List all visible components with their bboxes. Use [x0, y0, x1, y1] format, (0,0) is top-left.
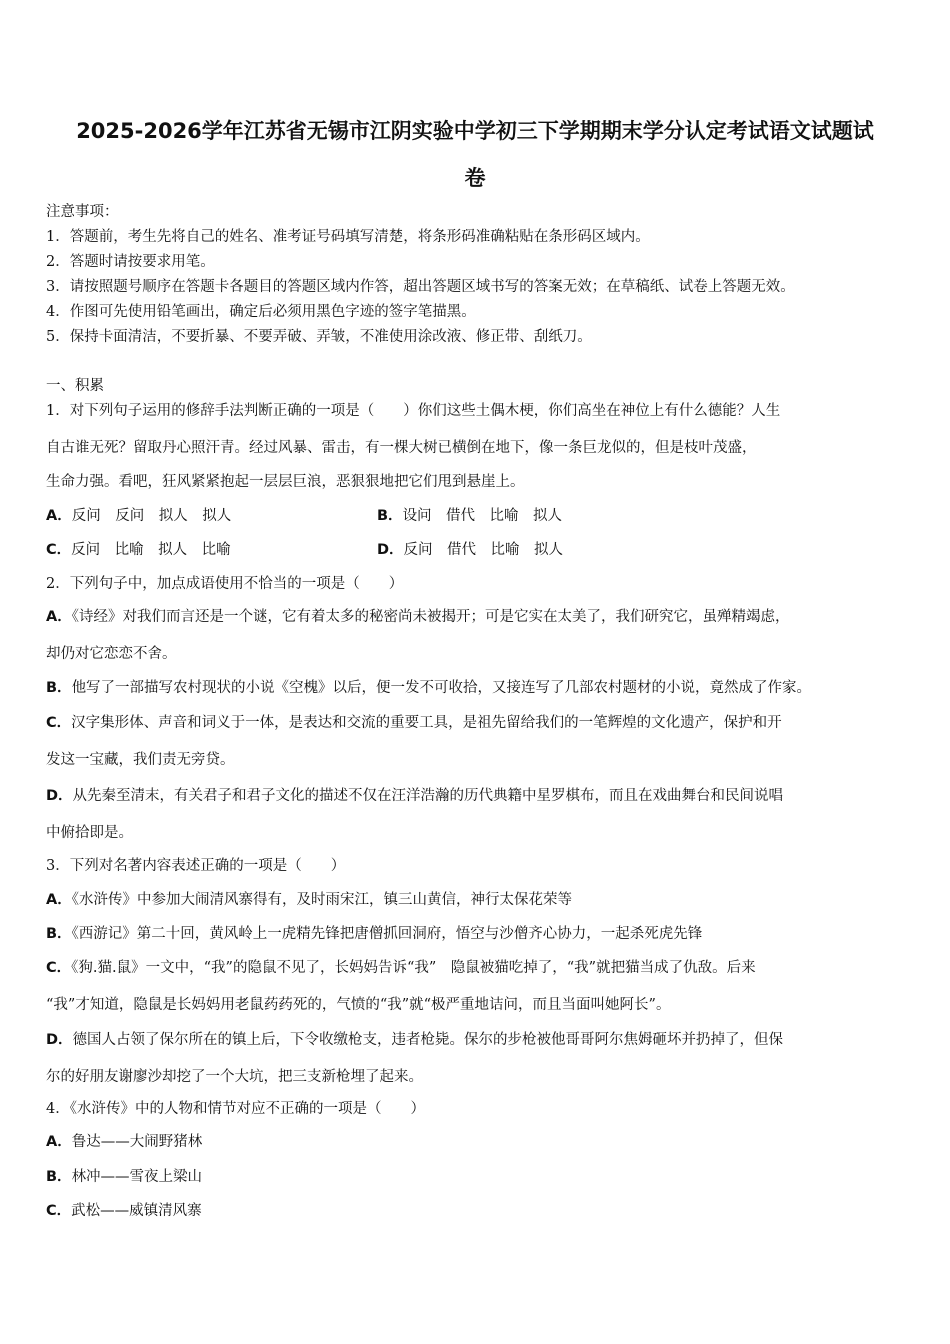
option-label: C．	[46, 1203, 72, 1219]
option-text: 《水浒传》中参加大闹清风寨得有，及时雨宋江，镇三山黄信，神行太保花荣等	[71, 892, 572, 908]
q3-option-c-cont: “我”才知道，隐鼠是长妈妈用老鼠药药死的，气愤的“我”就“极严重地诘问，而且当面叫她阿长”。	[46, 997, 671, 1013]
option-text: 鲁达——大闹野猪林	[71, 1134, 203, 1150]
section-heading: 一、积累	[46, 378, 104, 394]
q3-option-b[interactable]	[46, 924, 702, 944]
q4-stem: 4．《水浒传》中的人物和情节对应不正确的一项是（ ）	[46, 1101, 425, 1117]
option-text: 反问 反问 拟人 拟人	[71, 508, 232, 524]
option-label: A．	[46, 508, 72, 524]
option-text: 《西游记》第二十回，黄风岭上一虎精先锋把唐僧抓回洞府，悟空与沙僧齐心协力，一起杀死虎先锋	[71, 926, 703, 942]
q3-option-d[interactable]	[46, 1030, 783, 1050]
q2-option-d-cont: 中俯拾即是。	[46, 825, 133, 841]
q1-option-d[interactable]	[377, 540, 563, 560]
option-text: 设问 借代 比喻 拟人	[402, 508, 563, 524]
note-4: 4．作图可先使用铅笔画出，确定后必须用黑色字迹的签字笔描黑。	[46, 304, 476, 320]
q1-option-c[interactable]	[46, 540, 231, 560]
q3-option-a[interactable]	[46, 890, 572, 910]
q4-option-c[interactable]	[46, 1201, 202, 1221]
option-text: 《诗经》对我们而言还是一个谜，它有着太多的秘密尚未被揭开；可是它实在太美了，我们研究它，虽殚精竭虑，	[71, 609, 790, 625]
exam-title-line1: 2025-2026学年江苏省无锡市江阴实验中学初三下学期期末学分认定考试语文试题试	[76, 119, 874, 143]
q2-option-a-cont: 却仍对它恋恋不舍。	[46, 646, 177, 662]
option-label: B．	[46, 926, 72, 942]
option-text: 反问 比喻 拟人 比喻	[71, 542, 231, 558]
q2-option-c[interactable]	[46, 713, 782, 733]
option-text: 德国人占领了保尔所在的镇上后，下令收缴枪支，违者枪毙。保尔的步枪被他哥哥阿尔焦姆砸坏并扔掉了，但保	[72, 1032, 784, 1048]
option-text: 汉字集形体、声音和词义于一体，是表达和交流的重要工具，是祖先留给我们的一笔辉煌的文化遗产，保护和开	[71, 715, 782, 731]
note-3: 3．请按照题号顺序在答题卡各题目的答题区域内作答，超出答题区域书写的答案无效；在草稿纸、试卷上答题无效。	[46, 279, 795, 295]
q1-stem-line1: 1．对下列句子运用的修辞手法判断正确的一项是（ ）你们这些土偶木梗，你们高坐在神位上有什么德能？人生	[46, 403, 781, 419]
option-label: C．	[46, 715, 72, 731]
q1-stem-line3: 生命力强。看吧，狂风紧紧抱起一层层巨浪，恶狠狠地把它们甩到悬崖上。	[46, 474, 525, 490]
q2-option-b[interactable]	[46, 678, 811, 698]
q1-option-a[interactable]	[46, 506, 231, 526]
q3-stem: 3．下列对名著内容表述正确的一项是（ ）	[46, 858, 346, 874]
q4-option-b[interactable]	[46, 1167, 202, 1187]
q1-stem-line2: 自古谁无死？留取丹心照汗青。经过风暴、雷击，有一棵大树已横倒在地下，像一条巨龙似的，但是枝叶茂盛，	[46, 440, 757, 456]
option-text: 武松——威镇清风寨	[71, 1203, 202, 1219]
option-label: C．	[46, 960, 72, 976]
option-label: D．	[46, 788, 73, 804]
q2-option-d[interactable]	[46, 786, 783, 806]
note-2: 2．答题时请按要求用笔。	[46, 254, 215, 270]
q4-option-a[interactable]	[46, 1132, 202, 1152]
q3-option-d-cont: 尔的好朋友谢廖沙却挖了一个大坑，把三支新枪埋了起来。	[46, 1069, 423, 1085]
option-text: 从先秦至清末，有关君子和君子文化的描述不仅在汪洋浩瀚的历代典籍中星罗棋布，而且在戏曲舞台和民间说唱	[72, 788, 784, 804]
notes-heading: 注意事项：	[46, 204, 119, 220]
q2-stem: 2．下列句子中，加点成语使用不恰当的一项是（ ）	[46, 576, 404, 592]
note-1: 1．答题前，考生先将自己的姓名、准考证号码填写清楚，将条形码准确粘贴在条形码区域内。	[46, 229, 650, 245]
option-label: D．	[377, 542, 404, 558]
option-label: B．	[46, 680, 72, 696]
q2-option-a[interactable]	[46, 607, 789, 627]
option-text: 他写了一部描写农村现状的小说《空槐》以后，便一发不可收拾，又接连写了几部农村题材的小说，竟然成了作家。	[71, 680, 812, 696]
option-label: C．	[46, 542, 72, 558]
q2-option-c-cont: 发这一宝藏，我们责无旁贷。	[46, 752, 235, 768]
option-label: A．	[46, 609, 72, 625]
option-text: 反问 借代 比喻 拟人	[403, 542, 564, 558]
note-5: 5．保持卡面清洁，不要折暴、不要弄破、弄皱，不准使用涂改液、修正带、刮纸刀。	[46, 329, 592, 345]
option-text: 《狗.猫.鼠》一文中，“我”的隐鼠不见了，长妈妈告诉“我” 隐鼠被猫吃掉了，“我”就把猫当成了仇敌。后来	[71, 960, 756, 976]
option-label: B．	[46, 1169, 72, 1185]
option-label: A．	[46, 892, 72, 908]
option-label: D．	[46, 1032, 73, 1048]
option-label: A．	[46, 1134, 72, 1150]
exam-title-line2: 卷	[464, 166, 486, 190]
option-label: B．	[377, 508, 403, 524]
option-text: 林冲——雪夜上梁山	[71, 1169, 203, 1185]
q1-option-b[interactable]	[377, 506, 562, 526]
q3-option-c[interactable]	[46, 958, 756, 978]
